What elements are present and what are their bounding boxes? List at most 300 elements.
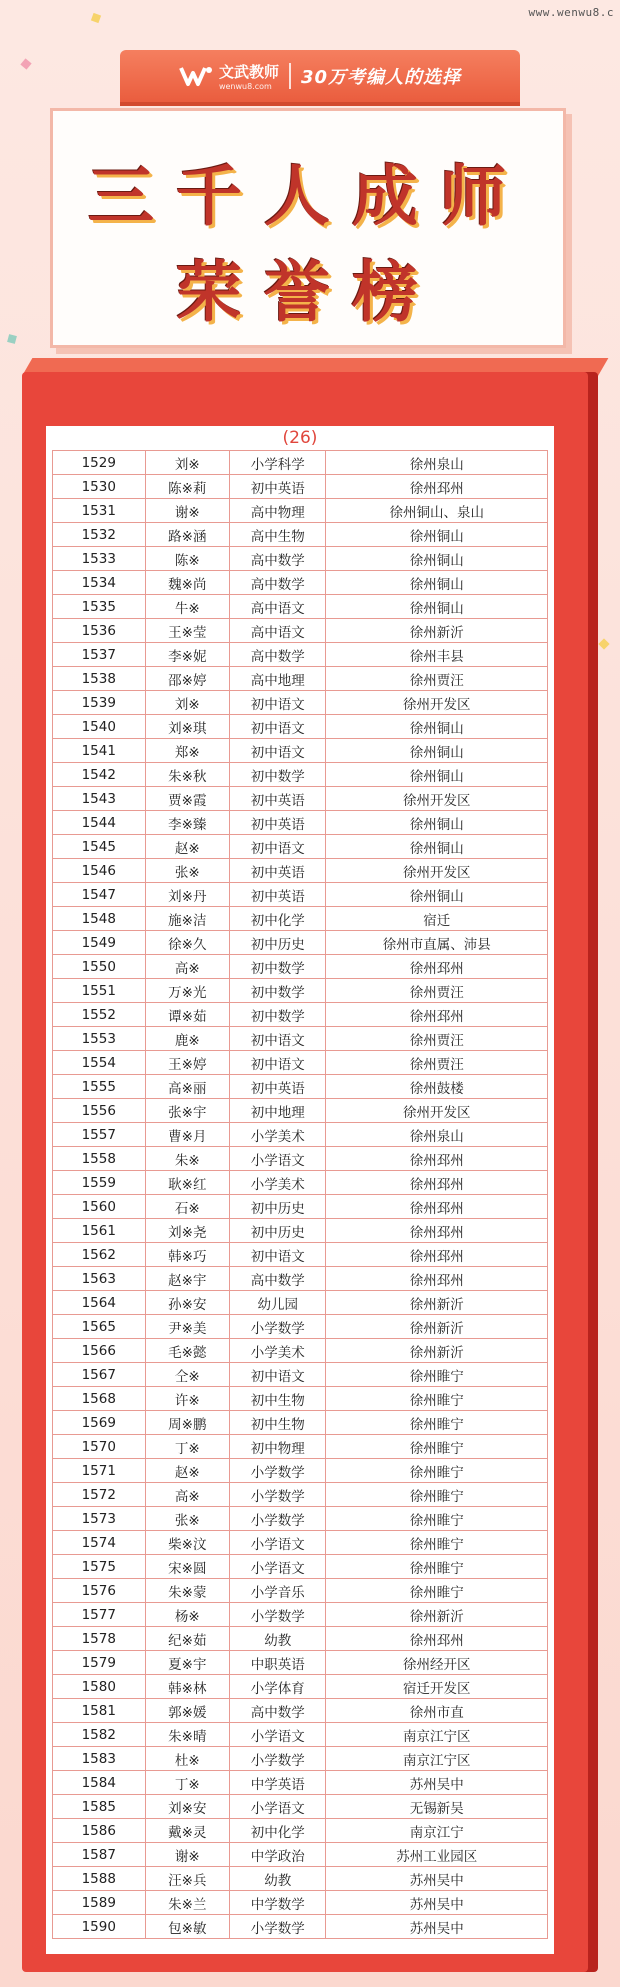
subject-cell: 初中数学 [230,955,326,979]
confetti-decoration [20,58,31,69]
subject-cell: 初中英语 [230,883,326,907]
table-row [53,955,548,979]
subject-cell: 初中历史 [230,1195,326,1219]
teacher-name-cell: 鹿※ [145,1027,229,1051]
location-cell: 徐州邳州 [326,1171,548,1195]
confetti-decoration [598,638,609,649]
subject-cell: 小学音乐 [230,1579,326,1603]
location-cell: 徐州邳州 [326,1243,548,1267]
brand-logo [179,61,279,91]
subject-cell: 小学体育 [230,1675,326,1699]
teacher-name-cell: 毛※懿 [145,1339,229,1363]
row-number-cell: 1567 [53,1363,146,1387]
table-row [53,1123,548,1147]
row-number-cell: 1581 [53,1699,146,1723]
table-row [53,859,548,883]
subject-cell: 幼教 [230,1867,326,1891]
table-row [53,1075,548,1099]
subject-cell: 中学英语 [230,1771,326,1795]
teacher-name-cell: 张※ [145,859,229,883]
teacher-name-cell: 施※洁 [145,907,229,931]
teacher-name-cell: 朱※蒙 [145,1579,229,1603]
table-row [53,667,548,691]
subject-cell: 初中地理 [230,1099,326,1123]
location-cell: 徐州睢宁 [326,1507,548,1531]
location-cell: 徐州泉山 [326,451,548,475]
location-cell: 徐州开发区 [326,859,548,883]
teacher-name-cell: 刘※ [145,691,229,715]
location-cell: 徐州铜山 [326,883,548,907]
subject-cell: 初中语文 [230,1051,326,1075]
row-number-cell: 1539 [53,691,146,715]
row-number-cell: 1561 [53,1219,146,1243]
table-row [53,1267,548,1291]
subject-cell: 初中英语 [230,475,326,499]
table-row [53,1795,548,1819]
teacher-name-cell: 谭※茹 [145,1003,229,1027]
teacher-name-cell: 王※婷 [145,1051,229,1075]
location-cell: 徐州睢宁 [326,1483,548,1507]
location-cell: 苏州工业园区 [326,1843,548,1867]
teacher-name-cell: 许※ [145,1387,229,1411]
subject-cell: 初中化学 [230,907,326,931]
row-number-cell: 1552 [53,1003,146,1027]
table-row [53,763,548,787]
location-cell: 南京江宁区 [326,1747,548,1771]
teacher-name-cell: 张※宇 [145,1099,229,1123]
location-cell: 徐州贾汪 [326,1051,548,1075]
location-cell: 徐州市直属、沛县 [326,931,548,955]
teacher-name-cell: 汪※兵 [145,1867,229,1891]
teacher-name-cell: 谢※ [145,1843,229,1867]
table-row [53,1531,548,1555]
location-cell: 徐州市直 [326,1699,548,1723]
teacher-name-cell: 邵※婷 [145,667,229,691]
row-number-cell: 1551 [53,979,146,1003]
row-number-cell: 1582 [53,1723,146,1747]
subject-cell: 初中语文 [230,835,326,859]
table-row [53,1747,548,1771]
subject-cell: 初中语文 [230,691,326,715]
subject-cell: 小学语文 [230,1531,326,1555]
location-cell: 苏州吴中 [326,1891,548,1915]
location-cell: 徐州邳州 [326,1195,548,1219]
teacher-name-cell: 魏※尚 [145,571,229,595]
table-row [53,691,548,715]
page-title-line1: 三千人成师 [88,157,528,235]
table-row [53,1915,548,1939]
subject-cell: 初中英语 [230,859,326,883]
location-cell: 南京江宁区 [326,1723,548,1747]
subject-cell: 小学语文 [230,1723,326,1747]
row-number-cell: 1553 [53,1027,146,1051]
location-cell: 宿迁开发区 [326,1675,548,1699]
table-row [53,1627,548,1651]
teacher-name-cell: 赵※ [145,1459,229,1483]
teacher-name-cell: 李※妮 [145,643,229,667]
row-number-cell: 1572 [53,1483,146,1507]
table-row [53,1339,548,1363]
subject-cell: 初中物理 [230,1435,326,1459]
row-number-cell: 1546 [53,859,146,883]
row-number-cell: 1566 [53,1339,146,1363]
table-row [53,1387,548,1411]
row-number-cell: 1547 [53,883,146,907]
location-cell: 徐州铜山 [326,763,548,787]
honor-table-card [46,426,554,1954]
page-number: (26) [282,428,318,448]
location-cell: 徐州铜山 [326,835,548,859]
row-number-cell: 1568 [53,1387,146,1411]
location-cell: 苏州吴中 [326,1915,548,1939]
table-row [53,523,548,547]
page-title-line2: 荣誉榜 [176,253,440,331]
location-cell: 南京江宁 [326,1819,548,1843]
row-number-cell: 1555 [53,1075,146,1099]
table-row [53,1723,548,1747]
row-number-cell: 1584 [53,1771,146,1795]
table-row [53,1171,548,1195]
subject-cell: 高中数学 [230,571,326,595]
teacher-name-cell: 曹※月 [145,1123,229,1147]
row-number-cell: 1531 [53,499,146,523]
teacher-name-cell: 路※涵 [145,523,229,547]
row-number-cell: 1544 [53,811,146,835]
table-row [53,1027,548,1051]
location-cell: 无锡新吴 [326,1795,548,1819]
row-number-cell: 1569 [53,1411,146,1435]
teacher-name-cell: 朱※秋 [145,763,229,787]
subject-cell: 小学美术 [230,1123,326,1147]
brand-name: 文武教师 [218,63,279,81]
watermark-url: www.wenwu8.c [528,6,614,19]
teacher-name-cell: 李※臻 [145,811,229,835]
teacher-name-cell: 陈※ [145,547,229,571]
teacher-name-cell: 张※ [145,1507,229,1531]
row-number-cell: 1579 [53,1651,146,1675]
table-row [53,475,548,499]
table-row [53,1603,548,1627]
subject-cell: 小学美术 [230,1339,326,1363]
teacher-name-cell: 刘※ [145,451,229,475]
row-number-cell: 1558 [53,1147,146,1171]
table-row [53,1147,548,1171]
location-cell: 徐州邳州 [326,955,548,979]
teacher-name-cell: 朱※ [145,1147,229,1171]
row-number-cell: 1573 [53,1507,146,1531]
teacher-name-cell: 刘※琪 [145,715,229,739]
subject-cell: 高中数学 [230,1267,326,1291]
table-row [53,643,548,667]
row-number-cell: 1580 [53,1675,146,1699]
location-cell: 徐州铜山 [326,811,548,835]
table-row [53,1675,548,1699]
table-row [53,1435,548,1459]
subject-cell: 中学数学 [230,1891,326,1915]
location-cell: 徐州开发区 [326,787,548,811]
table-row [53,595,548,619]
subject-cell: 高中生物 [230,523,326,547]
subject-cell: 初中英语 [230,1075,326,1099]
table-row [53,619,548,643]
subject-cell: 初中化学 [230,1819,326,1843]
table-row [53,931,548,955]
location-cell: 徐州睢宁 [326,1363,548,1387]
teacher-name-cell: 朱※兰 [145,1891,229,1915]
location-cell: 徐州邳州 [326,475,548,499]
subject-cell: 初中历史 [230,1219,326,1243]
subject-cell: 中学政治 [230,1843,326,1867]
teacher-name-cell: 丁※ [145,1435,229,1459]
teacher-name-cell: 赵※宇 [145,1267,229,1291]
row-number-cell: 1529 [53,451,146,475]
table-row [53,571,548,595]
teacher-name-cell: 耿※红 [145,1171,229,1195]
subject-cell: 初中语文 [230,1243,326,1267]
row-number-cell: 1530 [53,475,146,499]
subject-cell: 高中数学 [230,643,326,667]
location-cell: 苏州吴中 [326,1867,548,1891]
location-cell: 徐州睢宁 [326,1459,548,1483]
teacher-name-cell: 戴※灵 [145,1819,229,1843]
honor-table [52,450,548,1939]
teacher-name-cell: 谢※ [145,499,229,523]
teacher-name-cell: 牛※ [145,595,229,619]
location-cell: 苏州吴中 [326,1771,548,1795]
row-number-cell: 1534 [53,571,146,595]
row-number-cell: 1537 [53,643,146,667]
subject-cell: 小学美术 [230,1171,326,1195]
row-number-cell: 1589 [53,1891,146,1915]
row-number-cell: 1587 [53,1843,146,1867]
row-number-cell: 1560 [53,1195,146,1219]
row-number-cell: 1565 [53,1315,146,1339]
subject-cell: 初中生物 [230,1411,326,1435]
teacher-name-cell: 刘※安 [145,1795,229,1819]
subject-cell: 初中历史 [230,931,326,955]
location-cell: 徐州邳州 [326,1267,548,1291]
table-row [53,1459,548,1483]
table-row [53,1771,548,1795]
row-number-cell: 1533 [53,547,146,571]
table-row [53,1867,548,1891]
table-row [53,1843,548,1867]
subject-cell: 小学数学 [230,1747,326,1771]
location-cell: 徐州睢宁 [326,1387,548,1411]
teacher-name-cell: 石※ [145,1195,229,1219]
row-number-cell: 1588 [53,1867,146,1891]
location-cell: 徐州新沂 [326,619,548,643]
location-cell: 徐州睢宁 [326,1579,548,1603]
wenwu-logo-icon [179,64,213,88]
table-row [53,499,548,523]
row-number-cell: 1557 [53,1123,146,1147]
subject-cell: 小学语文 [230,1147,326,1171]
brand-slogan: 30万考编人的选择 [300,67,462,88]
row-number-cell: 1563 [53,1267,146,1291]
teacher-name-cell: 丁※ [145,1771,229,1795]
table-row [53,1315,548,1339]
location-cell: 徐州铜山 [326,523,548,547]
location-cell: 徐州邳州 [326,1003,548,1027]
teacher-name-cell: 韩※林 [145,1675,229,1699]
teacher-name-cell: 夏※宇 [145,1651,229,1675]
brand-divider [289,63,291,89]
table-row [53,1099,548,1123]
subject-cell: 初中英语 [230,787,326,811]
teacher-name-cell: 杨※ [145,1603,229,1627]
row-number-cell: 1571 [53,1459,146,1483]
subject-cell: 初中数学 [230,1003,326,1027]
subject-cell: 初中语文 [230,1363,326,1387]
subject-cell: 小学数学 [230,1315,326,1339]
table-row [53,1555,548,1579]
table-row [53,1483,548,1507]
subject-cell: 初中数学 [230,979,326,1003]
teacher-name-cell: 尹※美 [145,1315,229,1339]
row-number-cell: 1543 [53,787,146,811]
location-cell: 徐州贾汪 [326,667,548,691]
location-cell: 徐州新沂 [326,1603,548,1627]
teacher-name-cell: 徐※久 [145,931,229,955]
title-panel [50,108,566,348]
row-number-cell: 1576 [53,1579,146,1603]
location-cell: 徐州睢宁 [326,1555,548,1579]
table-row [53,1507,548,1531]
location-cell: 徐州丰县 [326,643,548,667]
subject-cell: 小学数学 [230,1507,326,1531]
row-number-cell: 1535 [53,595,146,619]
row-number-cell: 1590 [53,1915,146,1939]
subject-cell: 初中语文 [230,1027,326,1051]
subject-cell: 小学语文 [230,1555,326,1579]
location-cell: 徐州铜山 [326,547,548,571]
teacher-name-cell: 万※光 [145,979,229,1003]
location-cell: 徐州铜山 [326,595,548,619]
table-row [53,811,548,835]
location-cell: 徐州新沂 [326,1291,548,1315]
row-number-cell: 1585 [53,1795,146,1819]
row-number-cell: 1559 [53,1171,146,1195]
location-cell: 徐州开发区 [326,1099,548,1123]
table-row [53,1651,548,1675]
row-number-cell: 1540 [53,715,146,739]
teacher-name-cell: 贾※霞 [145,787,229,811]
row-number-cell: 1541 [53,739,146,763]
row-number-cell: 1578 [53,1627,146,1651]
subject-cell: 高中数学 [230,1699,326,1723]
subject-cell: 小学数学 [230,1459,326,1483]
table-row [53,1243,548,1267]
table-row [53,1195,548,1219]
row-number-cell: 1556 [53,1099,146,1123]
teacher-name-cell: 郭※媛 [145,1699,229,1723]
row-number-cell: 1532 [53,523,146,547]
table-row [53,1003,548,1027]
row-number-cell: 1583 [53,1747,146,1771]
table-row [53,1219,548,1243]
table-row [53,1819,548,1843]
teacher-name-cell: 陈※莉 [145,475,229,499]
location-cell: 徐州邳州 [326,1219,548,1243]
location-cell: 徐州经开区 [326,1651,548,1675]
teacher-name-cell: 朱※晴 [145,1723,229,1747]
teacher-name-cell: 刘※尧 [145,1219,229,1243]
subject-cell: 中职英语 [230,1651,326,1675]
subject-cell: 小学科学 [230,451,326,475]
subject-cell: 初中数学 [230,763,326,787]
row-number-cell: 1562 [53,1243,146,1267]
subject-cell: 小学数学 [230,1915,326,1939]
brand-banner [120,50,520,102]
subject-cell: 高中物理 [230,499,326,523]
location-cell: 徐州睢宁 [326,1531,548,1555]
row-number-cell: 1575 [53,1555,146,1579]
row-number-cell: 1545 [53,835,146,859]
teacher-name-cell: 包※敏 [145,1915,229,1939]
table-row [53,1579,548,1603]
table-row [53,1363,548,1387]
location-cell: 徐州开发区 [326,691,548,715]
table-row [53,835,548,859]
row-number-cell: 1542 [53,763,146,787]
location-cell: 徐州贾汪 [326,979,548,1003]
table-row [53,883,548,907]
row-number-cell: 1536 [53,619,146,643]
teacher-name-cell: 纪※茹 [145,1627,229,1651]
subject-cell: 高中语文 [230,595,326,619]
teacher-name-cell: 赵※ [145,835,229,859]
row-number-cell: 1538 [53,667,146,691]
table-row [53,907,548,931]
row-number-cell: 1548 [53,907,146,931]
subject-cell: 小学数学 [230,1483,326,1507]
row-number-cell: 1549 [53,931,146,955]
table-row [53,715,548,739]
confetti-decoration [7,334,17,344]
subject-cell: 初中语文 [230,739,326,763]
location-cell: 徐州新沂 [326,1315,548,1339]
row-number-cell: 1574 [53,1531,146,1555]
subject-cell: 初中生物 [230,1387,326,1411]
location-cell: 徐州邳州 [326,1627,548,1651]
location-cell: 徐州新沂 [326,1339,548,1363]
teacher-name-cell: 高※ [145,1483,229,1507]
row-number-cell: 1586 [53,1819,146,1843]
teacher-name-cell: 韩※巧 [145,1243,229,1267]
table-row [53,451,548,475]
row-number-cell: 1570 [53,1435,146,1459]
subject-cell: 幼儿园 [230,1291,326,1315]
teacher-name-cell: 仝※ [145,1363,229,1387]
row-number-cell: 1550 [53,955,146,979]
location-cell: 徐州泉山 [326,1123,548,1147]
teacher-name-cell: 高※丽 [145,1075,229,1099]
table-row [53,547,548,571]
subject-cell: 幼教 [230,1627,326,1651]
teacher-name-cell: 柴※汶 [145,1531,229,1555]
teacher-name-cell: 郑※ [145,739,229,763]
location-cell: 宿迁 [326,907,548,931]
subject-cell: 小学数学 [230,1603,326,1627]
location-cell: 徐州贾汪 [326,1027,548,1051]
confetti-decoration [91,13,101,23]
location-cell: 徐州铜山 [326,571,548,595]
location-cell: 徐州铜山 [326,739,548,763]
brand-url: wenwu8.com [218,82,272,91]
table-row [53,1051,548,1075]
teacher-name-cell: 周※鹏 [145,1411,229,1435]
